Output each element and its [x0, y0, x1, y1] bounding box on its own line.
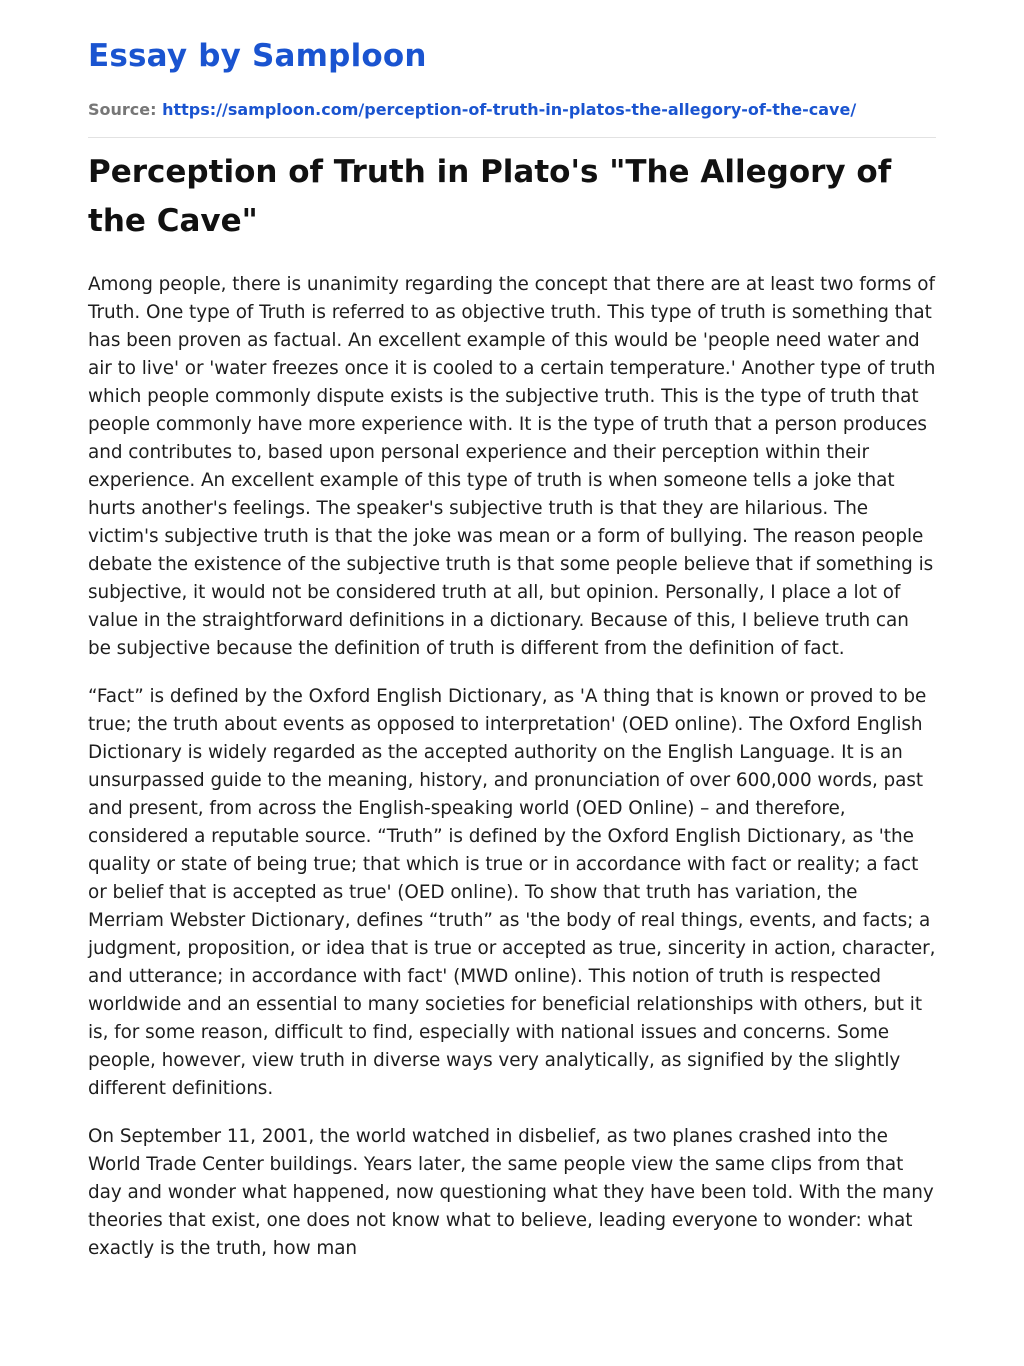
divider [88, 137, 936, 138]
site-brand-title[interactable]: Essay by Samploon [88, 38, 427, 74]
essay-paragraph-2: “Fact” is defined by the Oxford English Dictionary, as 'A thing that is known or proved to be true; the truth about events as opposed to interpretation' (OED online). The Oxford English Dictionary is widely regarded as the accepted authority on the English Language. It is an unsurpassed guide to the meaning, history, and pronunciation of over 600,000 words, past and present, from across the English-speaking world (OED Online) – and therefore, considered a reputable source. “Truth” is defined by the Oxford English Dictionary, as 'the quality or state of being true; that which is true or in accordance with fact or reality; a fact or belief that is accepted as true' (OED online). To show that truth has variation, the Merriam Webster Dictionary, defines “truth” as 'the body of real things, events, and facts; a judgment, proposition, or idea that is true or accepted as true, sincerity in action, character, and utterance; in accordance with fact' (MWD online). This notion of truth is respected worldwide and an essential to many societies for beneficial relationships with others, but it is, for some reason, difficult to find, especially with national issues and concerns. Some people, however, view truth in diverse ways very analytically, as signified by the slightly different definitions. [88, 686, 936, 1099]
source-line [88, 98, 936, 122]
essay-body [88, 271, 936, 1263]
essay-page [88, 0, 936, 1283]
essay-paragraph-1: Among people, there is unanimity regarding the concept that there are at least two forms of Truth. One type of Truth is referred to as objective truth. This type of truth is something that has been proven as factual. An excellent example of this would be 'people need water and air to live' or 'water freezes once it is cooled to a certain temperature.' Another type of truth which people commonly dispute exists is the subjective truth. This is the type of truth that people commonly have more experience with. It is the type of truth that a person produces and contributes to, based upon personal experience and their perception within their experience. An excellent example of this type of truth is when someone tells a joke that hurts another's feelings. The speaker's subjective truth is that they are hilarious. The victim's subjective truth is that the joke was mean or a form of bullying. The reason people debate the existence of the subjective truth is that some people believe that if something is subjective, it would not be considered truth at all, but opinion. Personally, I place a lot of value in the straightforward definitions in a dictionary. Because of this, I believe truth can be subjective because the definition of truth is different from the definition of fact. [88, 274, 936, 659]
source-label: Source: [88, 100, 157, 119]
essay-paragraph-3: On September 11, 2001, the world watched in disbelief, as two planes crashed into the World Trade Center buildings. Years later, the same people view the same clips from that day and wonder what happened, now questioning what they have been told. With the many theories that exist, one does not know what to believe, leading everyone to wonder: what exactly is the truth, how man [88, 1126, 934, 1259]
essay-title: Perception of Truth in Plato's "The Allegory of the Cave" [88, 154, 892, 239]
source-link[interactable]: https://samploon.com/perception-of-truth-in-platos-the-allegory-of-the-cave/ [162, 100, 857, 119]
